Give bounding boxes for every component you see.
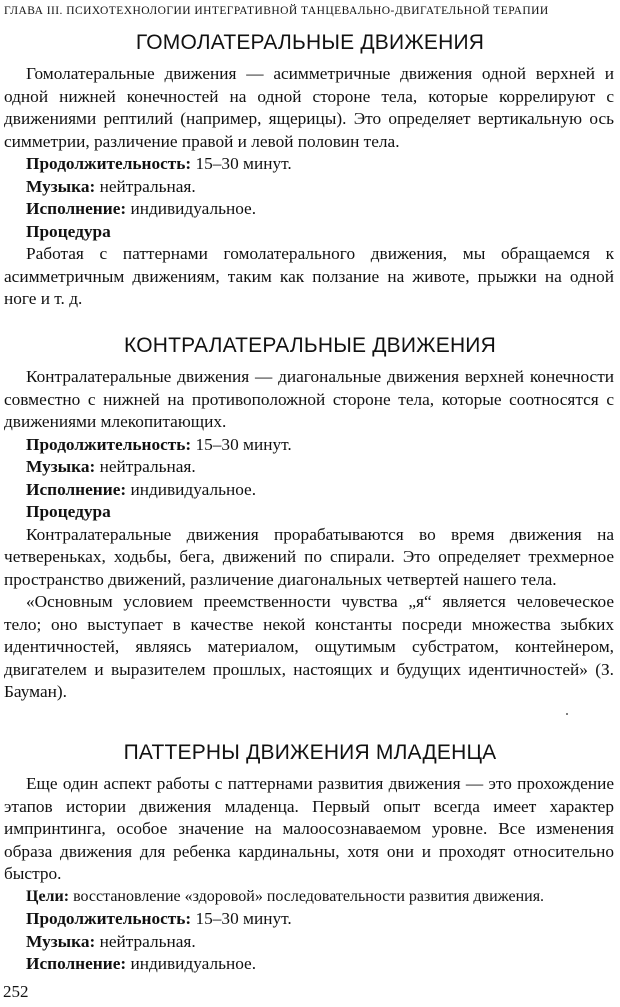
field-performance bbox=[4, 198, 614, 221]
field-music bbox=[4, 456, 614, 479]
running-header: ГЛАВА III. ПСИХОТЕХНОЛОГИИ ИНТЕГРАТИВНОЙ ТАНЦЕВАЛЬНО-ДВИГАТЕЛЬНОЙ ТЕРАПИИ bbox=[4, 5, 549, 17]
paragraph-procedure: Контралатеральные движения прорабатываются во время движения на четвереньках, ходьбы, бега, движений по спирали. Это определяет трехмерное пространство движений, различение диагональных четвертей нашего тела. bbox=[4, 524, 614, 589]
section-title-infant-patterns: ПАТТЕРНЫ ДВИЖЕНИЯ МЛАДЕНЦА bbox=[123, 741, 497, 764]
field-label: Музыка: bbox=[26, 457, 96, 476]
field-duration bbox=[4, 908, 614, 931]
field-value: нейтральная. bbox=[95, 176, 196, 196]
section-body-homolateral bbox=[4, 63, 614, 311]
paragraph-intro: Гомолатеральные движения — асимметричные движения одной верхней и одной нижней конечностей на одной стороне тела, которые коррелируют с движениями рептилий (например, ящерицы). Это определяет вертикальную ось симметрии, различение правой и левой половин тела. bbox=[4, 64, 614, 151]
paragraph-procedure: Работая с паттернами гомолатерального движения, мы обращаемся к асимметричным движениям, таким как ползание на животе, прыжки на одной ноге и т. д. bbox=[4, 244, 614, 308]
section-title-contralateral: КОНТРАЛАТЕРАЛЬНЫЕ ДВИЖЕНИЯ bbox=[124, 334, 496, 357]
procedure-heading: Процедура bbox=[26, 502, 111, 521]
field-music bbox=[4, 931, 614, 954]
field-label: Продолжительность: bbox=[26, 909, 192, 928]
page-number: 252 bbox=[3, 982, 29, 1001]
field-label: Музыка: bbox=[26, 931, 96, 951]
field-duration bbox=[4, 434, 614, 457]
procedure-heading: Процедура bbox=[26, 221, 111, 241]
field-performance bbox=[4, 953, 614, 976]
section-body-contralateral bbox=[4, 366, 614, 704]
print-speck bbox=[566, 713, 568, 715]
section-title-homolateral: ГОМОЛАТЕРАЛЬНЫЕ ДВИЖЕНИЯ bbox=[135, 31, 485, 54]
field-duration bbox=[4, 153, 614, 176]
field-value: индивидуальное. bbox=[126, 199, 257, 218]
field-label: Исполнение: bbox=[26, 479, 127, 499]
field-value: 15–30 минут. bbox=[191, 434, 292, 454]
field-value: нейтральная. bbox=[95, 931, 196, 951]
field-label: Продолжительность: bbox=[26, 154, 192, 173]
field-goals bbox=[4, 886, 614, 909]
field-label: Музыка: bbox=[26, 176, 96, 196]
field-label: Исполнение: bbox=[26, 954, 127, 973]
field-value: 15–30 минут. bbox=[191, 154, 292, 173]
paragraph-quote: «Основным условием преемственности чувства „я“ является человеческое тело; оно выступает в качестве некой константы посреди множества зыбких идентичностей, являясь материалом, ощутимым субстратом, контейнером, двигателем и выразителем прошлых, настоящих и будущих идентичностей» (З. Бауман). bbox=[4, 592, 614, 701]
field-value: индивидуальное. bbox=[126, 954, 257, 973]
field-label: Исполнение: bbox=[26, 199, 127, 218]
field-performance bbox=[4, 479, 614, 502]
field-value: индивидуальное. bbox=[126, 479, 257, 499]
section-body-infant-patterns bbox=[4, 773, 614, 976]
field-label: Продолжительность: bbox=[26, 434, 192, 454]
paragraph-intro: Еще один аспект работы с паттернами развития движения — это прохождение этапов истории движения младенца. Первый опыт всегда имеет характер импринтинга, особое значение на малоосознаваемом уровне. Все изменения образа движения для ребенка кардинальны, хотя они и проходят относительно быстро. bbox=[4, 774, 614, 883]
field-music bbox=[4, 176, 614, 199]
field-value: 15–30 минут. bbox=[191, 909, 292, 928]
field-value: нейтральная. bbox=[95, 457, 196, 476]
paragraph-intro: Контралатеральные движения — диагональные движения верхней конечности совместно с нижней на противоположной стороне тела, которые соотносятся с движениями млекопитающих. bbox=[4, 367, 614, 431]
field-value: восстановление «здоровой» последовательности развития движения. bbox=[69, 887, 545, 905]
field-label: Цели: bbox=[26, 887, 70, 905]
